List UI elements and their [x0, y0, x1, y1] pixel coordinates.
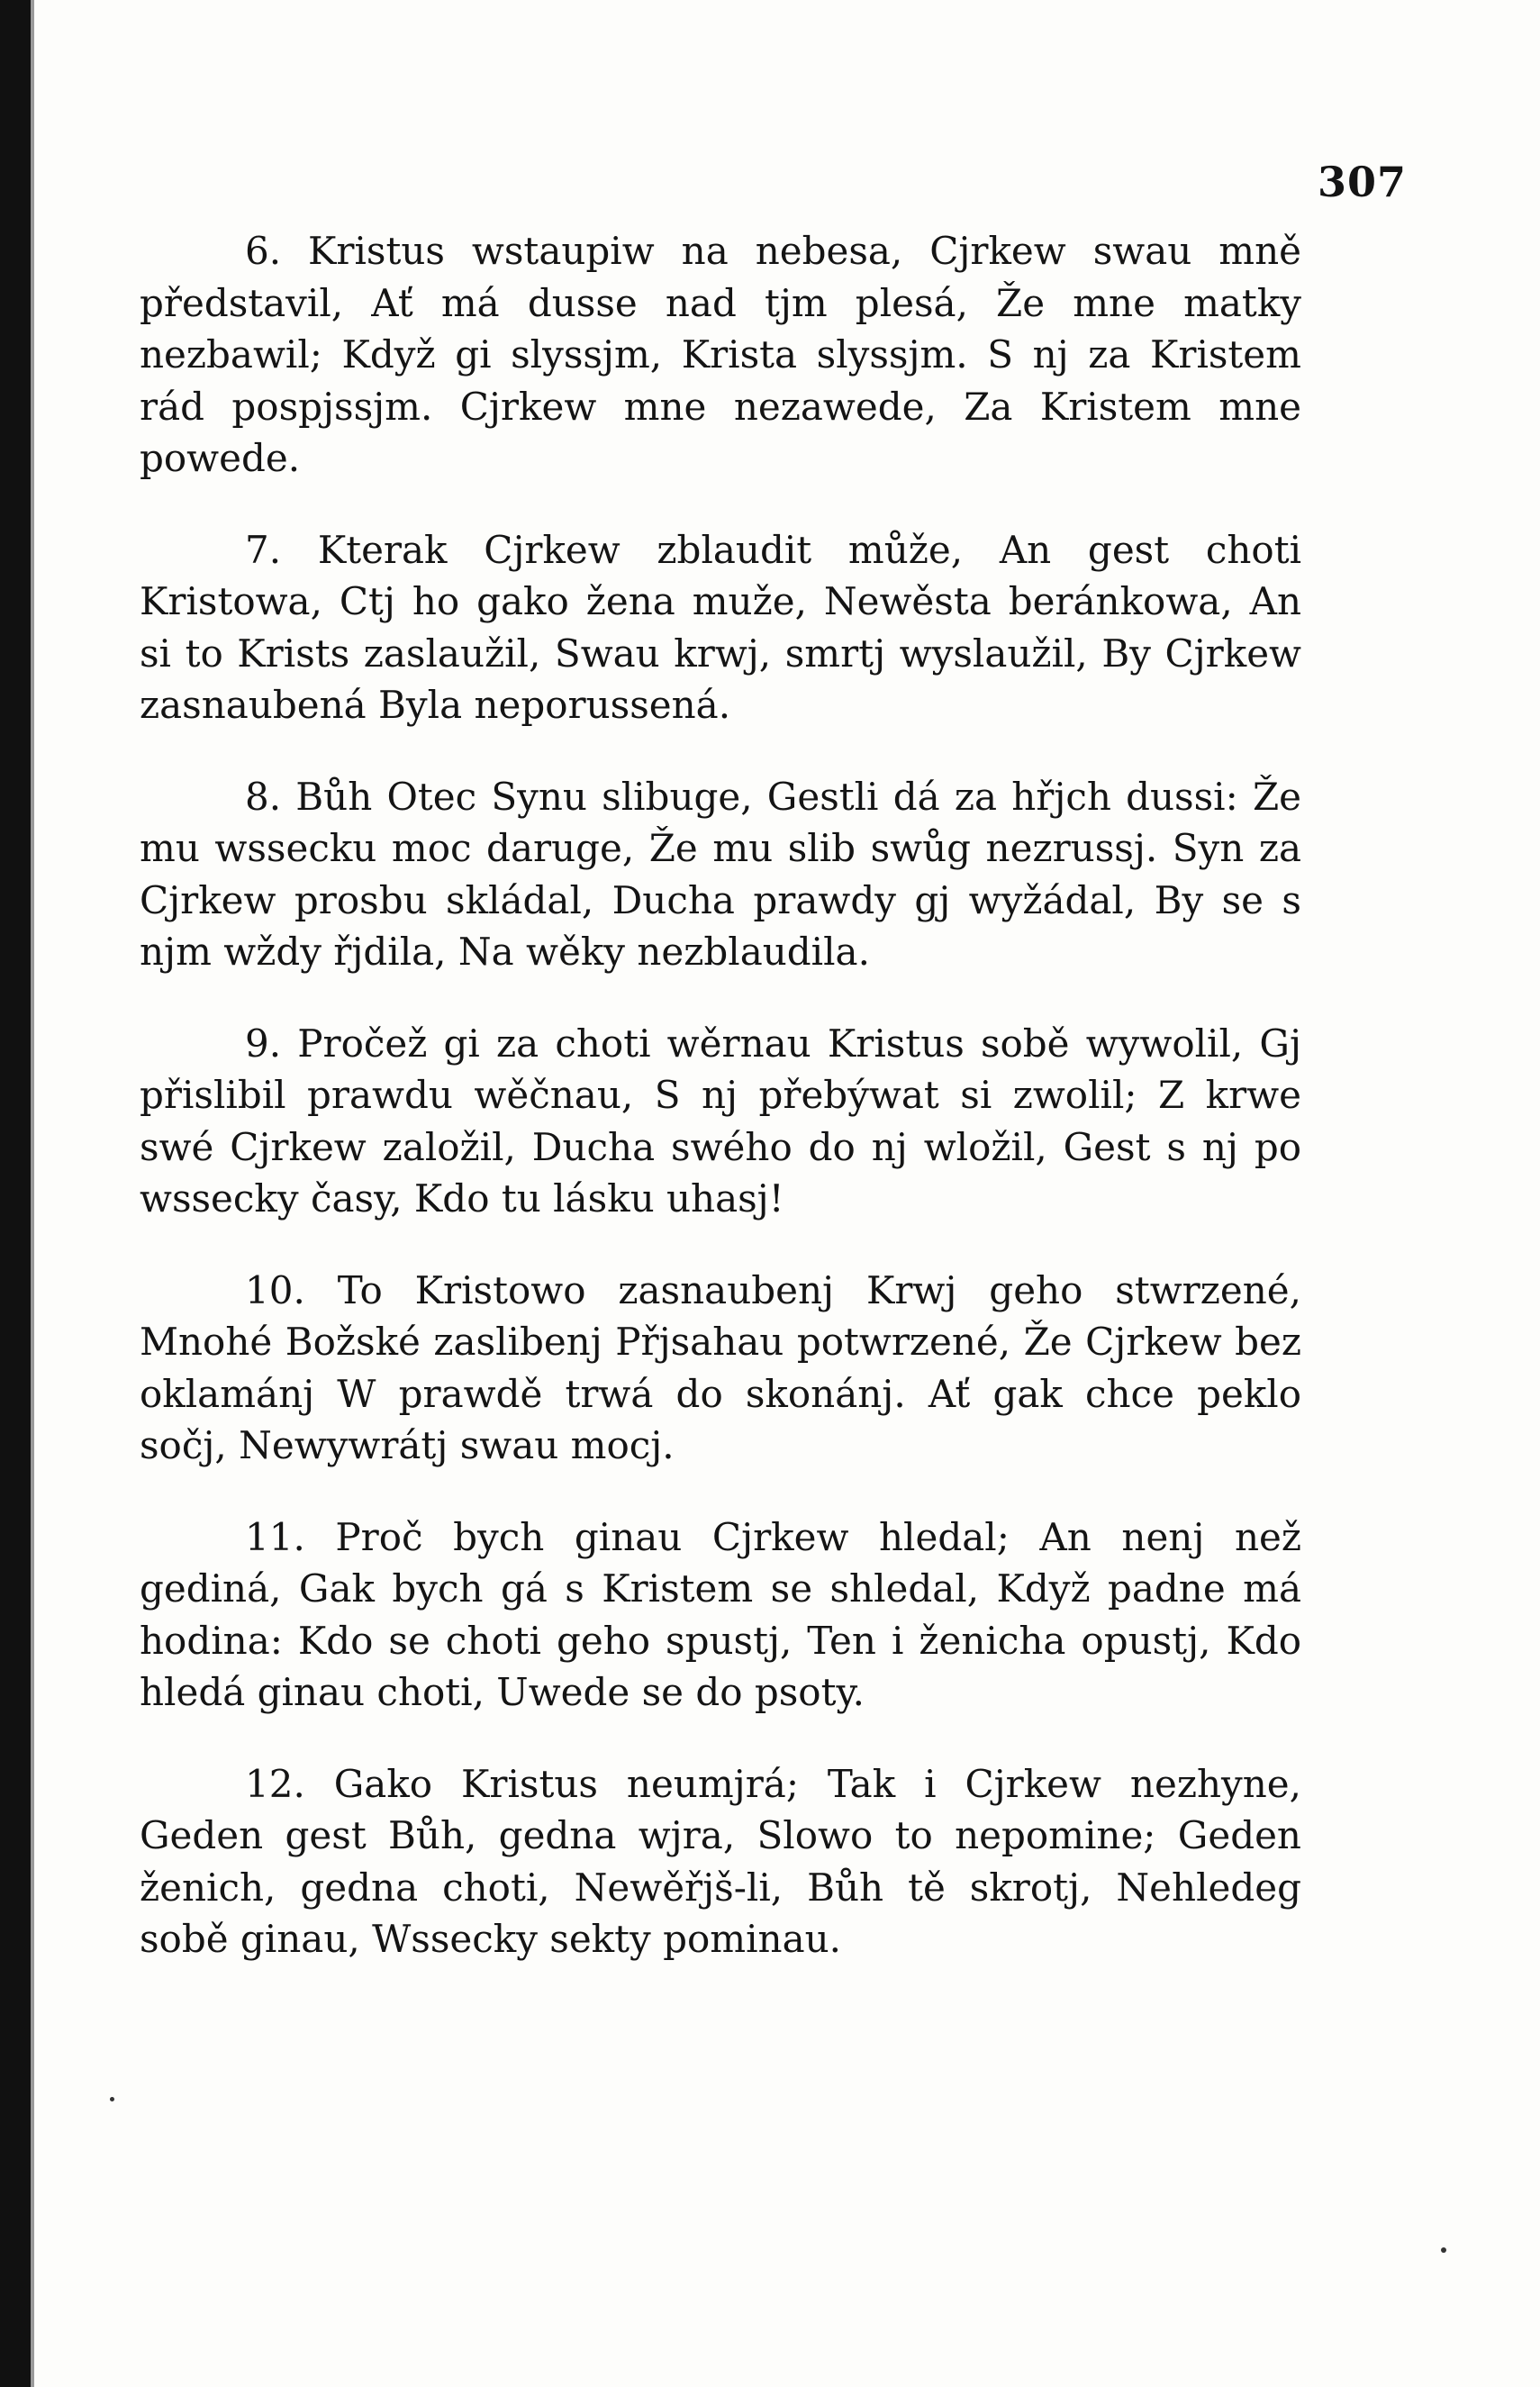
- verse-12: [140, 1758, 1301, 1965]
- verse-number: 11.: [245, 1514, 305, 1559]
- verse-number: 8.: [245, 774, 282, 819]
- verse-text: Gako Kristus neumjrá; Tak i Cjrkew nezhyne, Geden gest Bůh, gedna wjra, Slowo to nepominе; Geden ženich, gedna choti, Newěřjš-li, Bůh tě skrotj, Nehledeg sobě ginau, Wssecky sekty pominau.: [140, 1761, 1301, 1961]
- verse-number: 10.: [245, 1267, 305, 1312]
- verse-text: Pročež gi za choti wěrnau Kristus sobě wywolil, Gj přislibil prawdu wěčnau, S nj přebýwat si zwolil; Z krwe swé Cjrkew založil, Ducha swého do nj wložil, Gest s nj po wssecky časy, Kdo tu lásku uhasj!: [140, 1021, 1301, 1221]
- verse-11: [140, 1511, 1301, 1719]
- verse-6: [140, 225, 1301, 485]
- verse-number: 7.: [245, 527, 282, 572]
- verse-list: [140, 225, 1301, 2005]
- verse-8: [140, 771, 1301, 978]
- verse-number: 12.: [245, 1761, 305, 1806]
- verse-10: [140, 1265, 1301, 1472]
- verse-number: 9.: [245, 1021, 282, 1066]
- verse-7: [140, 524, 1301, 731]
- print-speck: [1441, 2247, 1446, 2253]
- verse-text: To Kristowo zasnaubenj Krwj geho stwrzené, Mnohé Božské zaslibenj Přjsahau potwrzené, Že Cjrkew bez oklamánj W prawdě trwá do skonánj. Ať gak chce peklo sočj, Newywrátj swau mocj.: [140, 1267, 1301, 1467]
- verse-text: Kterak Cjrkew zblaudit může, An gest choti Kristowa, Ctj ho gako žena muže, Newěsta beránkowa, An si to Krists zaslaužil, Swau krwj, smrtj wyslaužil, By Cjrkew zasnaubená Byla neporussená.: [140, 527, 1301, 727]
- verse-9: [140, 1018, 1301, 1225]
- page-number: 307: [1317, 158, 1407, 206]
- page-binding-edge: [0, 0, 31, 2387]
- verse-text: Proč bych ginau Cjrkew hledal; An nenj než gediná, Gak bych gá s Kristem se shledal, Když padne má hodina: Kdo se choti geho spustj, Ten i ženicha opustj, Kdo hledá ginau choti, Uwede se do psoty.: [140, 1514, 1301, 1714]
- verse-number: 6.: [245, 229, 282, 273]
- verse-text: Bůh Otec Synu slibuge, Gestli dá za hřjch dussi: Že mu wssecku moc daruge, Že mu slib swůg nezrussj. Syn za Cjrkew prosbu skládal, Ducha prawdy gj wyžádal, By se s njm wždy řjdila, Na wěky nezblaudila.: [140, 774, 1301, 974]
- print-speck: [110, 2097, 114, 2101]
- page-binding-shadow: [31, 0, 34, 2387]
- verse-text: Kristus wstaupiw na nebesa, Cjrkew swau mně představil, Ať má dusse nad tjm plesá, Že mne matky nezbawil; Když gi slyssjm, Krista slyssjm. S nj za Kristem rád pospjssjm. Cjrkew mne nezawede, Za Kristem mne powede.: [140, 229, 1301, 480]
